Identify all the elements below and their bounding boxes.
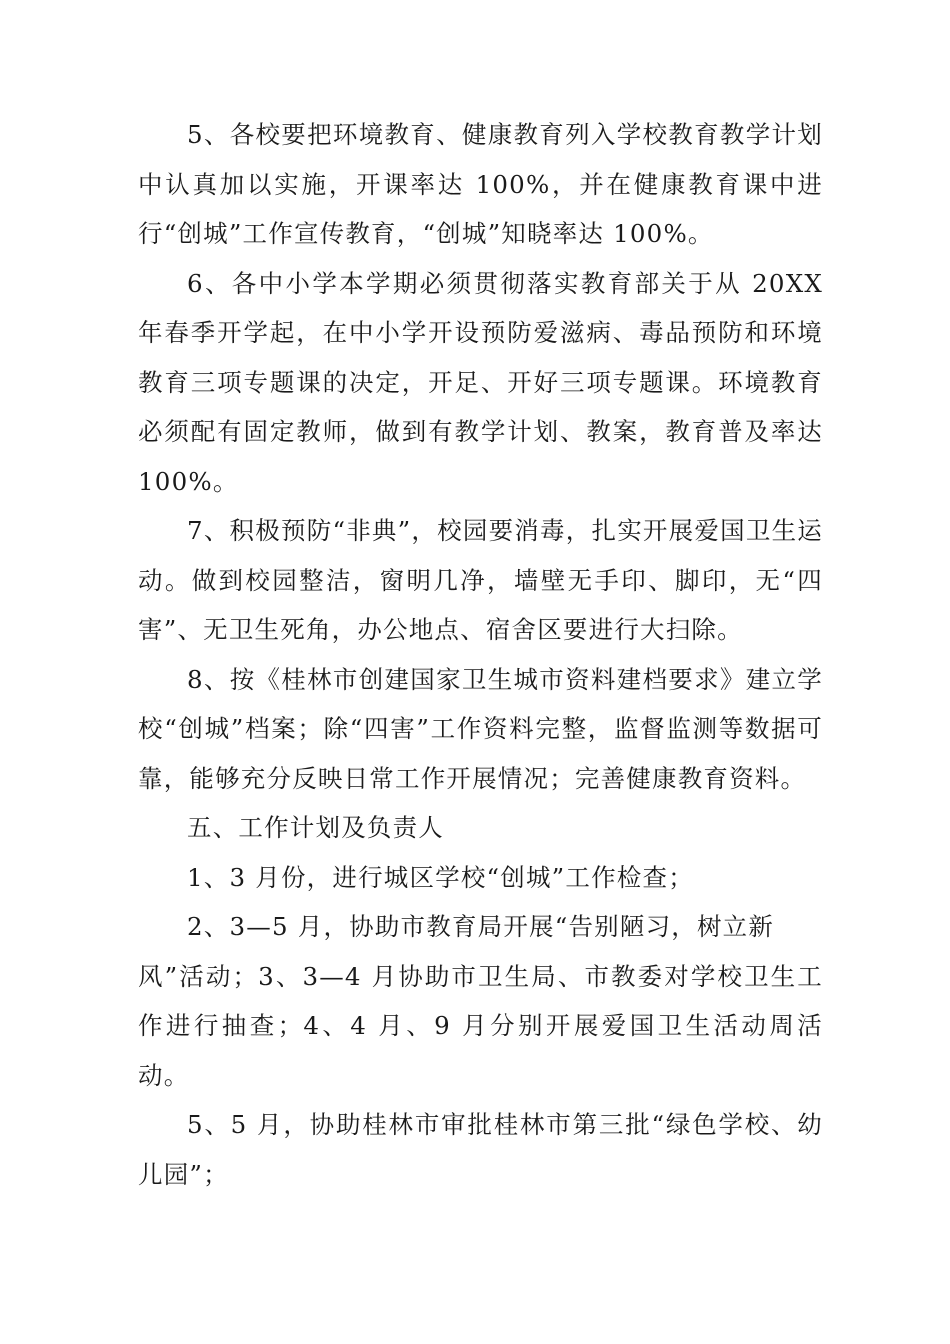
- plan-item-5: 5、5 月，协助桂林市审批桂林市第三批“绿色学校、幼儿园”；: [138, 1110, 823, 1189]
- plan-item-2-4: [138, 902, 823, 1100]
- paragraph-item-5: 5、各校要把环境教育、健康教育列入学校教育教学计划中认真加以实施，开课率达 100%，并在健康教育课中进行“创城”工作宣传教育，“创城”知晓率达 100%。: [138, 120, 823, 248]
- section-heading-work-plan: 五、工作计划及负责人: [187, 813, 444, 842]
- plan-item-2-continuation: 风”活动；3、3—4 月协助市卫生局、市教委对学校卫生工作进行抽查；4、4 月、9 月分别开展爱国卫生活动周活动。: [138, 961, 823, 1090]
- plan-item-1: 1、3 月份，进行城区学校“创城”工作检查；: [187, 862, 694, 892]
- document-body: [138, 110, 823, 1199]
- paragraph-item-7: 7、积极预防“非典”，校园要消毒，扎实开展爱国卫生运动。做到校园整洁，窗明几净，墙壁无手印、脚印，无“四害”、无卫生死角，办公地点、宿舍区要进行大扫除。: [138, 516, 823, 644]
- paragraph-item-8: 8、按《桂林市创建国家卫生城市资料建档要求》建立学校“创城”档案；除“四害”工作资料完整，监督监测等数据可靠，能够充分反映日常工作开展情况；完善健康教育资料。: [138, 664, 823, 793]
- plan-item-2-first-line: 2、3—5 月，协助市教育局开展“告别陋习，树立新: [187, 912, 775, 941]
- paragraph-item-6: 6、各中小学本学期必须贯彻落实教育部关于从 20XX 年春季开学起，在中小学开设预防爱滋病、毒品预防和环境教育三项专题课的决定，开足、开好三项专题课。环境教育必须配有固定教师，做到有教学计划、教案，教育普及率达 100%。: [138, 268, 823, 496]
